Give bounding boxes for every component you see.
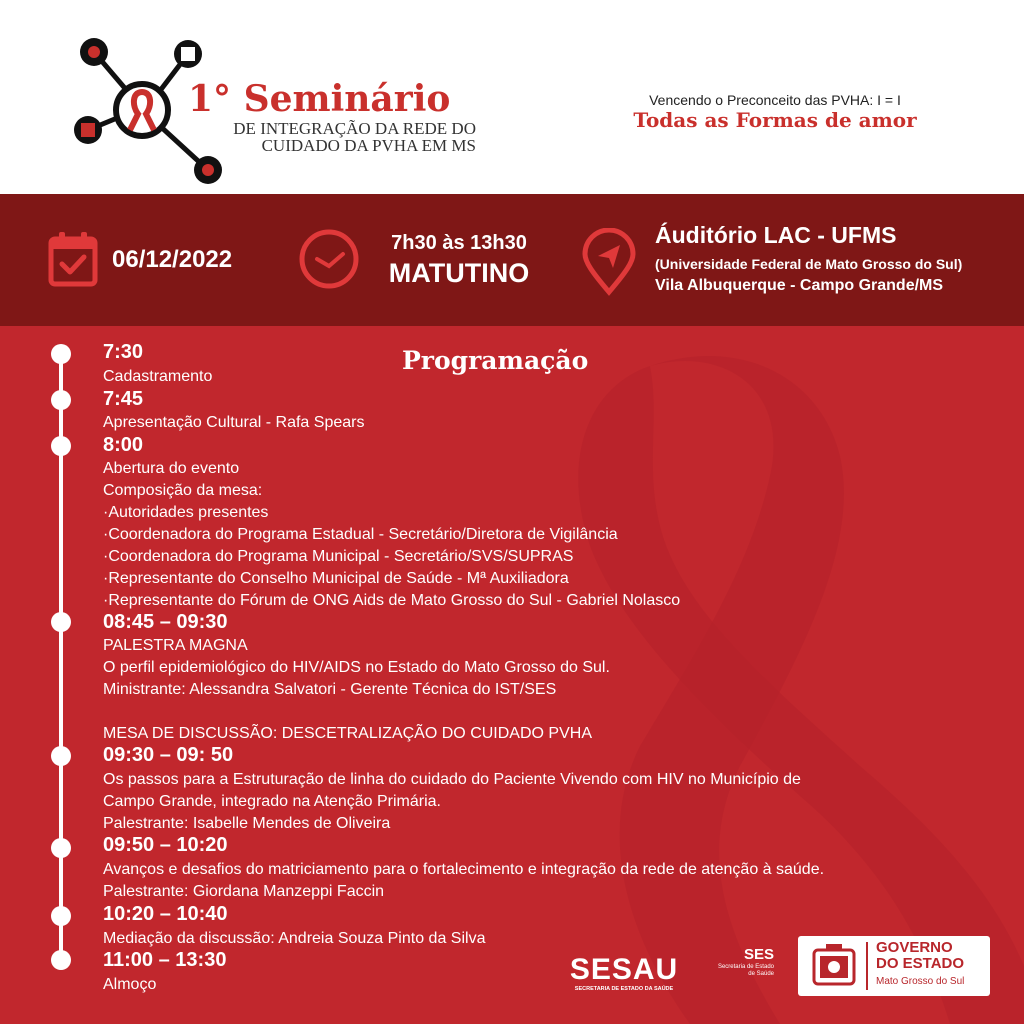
schedule-time: 09:50 – 10:20 (103, 834, 228, 856)
tagline-slogan: Todas as Formas de amor (633, 108, 917, 132)
event-title: 1° Seminário (188, 78, 451, 120)
schedule-time: 8:00 (103, 434, 144, 456)
tagline-top: Vencendo o Preconceito das PVHA: I = I (649, 92, 901, 108)
schedule-item: Cadastramento (103, 368, 213, 385)
event-subtitle-line-1: DE INTEGRAÇÃO DA REDE DO (233, 119, 476, 138)
location-pin-icon (582, 228, 636, 296)
venue-name: Áuditório LAC - UFMS (655, 222, 897, 248)
schedule-item: ·Representante do Conselho Municipal de Saúde - Mª Auxiliadora (103, 570, 569, 587)
timeline-dot (51, 612, 71, 632)
sesau-logo-text: SESAU (569, 953, 679, 986)
schedule-time: 7:45 (103, 388, 144, 410)
schedule-item: MESA DE DISCUSSÃO: DESCETRALIZAÇÃO DO CUIDADO PVHA (103, 725, 592, 742)
schedule-item: Almoço (103, 976, 157, 993)
schedule-item: Campo Grande, integrado na Atenção Primária. (103, 793, 441, 810)
schedule-time: 09:30 – 09: 50 (103, 744, 234, 766)
venue-institution: (Universidade Federal de Mato Grosso do Sul) (655, 256, 963, 272)
schedule-item: Apresentação Cultural - Rafa Spears (103, 414, 365, 431)
timeline-dot (51, 746, 71, 766)
timeline-dot (51, 436, 71, 456)
schedule-item: ·Coordenadora do Programa Municipal - Secretário/SVS/SUPRAS (103, 548, 574, 565)
schedule-item: Palestrante: Giordana Manzeppi Faccin (103, 883, 385, 900)
sesau-logo (566, 955, 682, 993)
government-logo-line-1: GOVERNO (876, 939, 953, 956)
calendar-icon (48, 230, 98, 288)
timeline-dot (51, 906, 71, 926)
sesau-logo-subtext: SECRETARIA DE ESTADO DA SAÚDE (574, 986, 674, 992)
timeline-dot (51, 950, 71, 970)
clock-icon (298, 228, 360, 290)
ses-logo-subtext-1: Secretaria de Estado (717, 964, 774, 970)
timeline-dot (51, 390, 71, 410)
schedule-item: Composição da mesa: (103, 482, 263, 499)
government-logo-line-2: DO ESTADO (876, 955, 965, 972)
schedule-item: ·Coordenadora do Programa Estadual - Secretário/Diretora de Vigilância (103, 526, 618, 543)
event-period: MATUTINO (388, 258, 530, 288)
schedule-item: ·Representante do Fórum de ONG Aids de Mato Grosso do Sul - Gabriel Nolasco (103, 592, 681, 609)
ses-logo-text: SES (743, 946, 774, 963)
state-coat-of-arms-icon (808, 940, 860, 992)
schedule-time: 10:20 – 10:40 (103, 903, 228, 925)
schedule-item: Abertura do evento (103, 460, 240, 477)
government-logo-divider (866, 942, 868, 990)
schedule-time: 7:30 (103, 341, 144, 363)
schedule-item: Mediação da discussão: Andreia Souza Pinto da Silva (103, 930, 486, 947)
schedule-item: Palestrante: Isabelle Mendes de Oliveira (103, 815, 391, 832)
program-title: Programação (402, 346, 589, 375)
schedule-item: Ministrante: Alessandra Salvatori - Gerente Técnica do IST/SES (103, 681, 557, 698)
schedule-item: O perfil epidemiológico do HIV/AIDS no Estado do Mato Grosso do Sul. (103, 659, 610, 676)
venue-address: Vila Albuquerque - Campo Grande/MS (655, 277, 944, 294)
ses-logo (702, 946, 774, 978)
schedule-item: PALESTRA MAGNA (103, 637, 248, 654)
timeline-dot (51, 344, 71, 364)
event-subtitle (200, 120, 476, 154)
schedule-time: 11:00 – 13:30 (103, 949, 227, 971)
ses-logo-subtext-2: de Saúde (748, 971, 774, 977)
schedule-time: 08:45 – 09:30 (103, 611, 228, 633)
government-logo-line-3: Mato Grosso do Sul (876, 976, 965, 987)
schedule-item: Os passos para a Estruturação de linha do cuidado do Paciente Vivendo com HIV no Município de (103, 771, 801, 788)
timeline-dot (51, 838, 71, 858)
event-date: 06/12/2022 (112, 246, 233, 273)
event-subtitle-line-2: CUIDADO DA PVHA EM MS (261, 136, 476, 155)
event-time-range: 7h30 às 13h30 (391, 232, 527, 254)
schedule-item: Avanços e desafios do matriciamento para o fortalecimento e integração da rede de atenção à saúde. (103, 861, 825, 878)
schedule-item: ·Autoridades presentes (103, 504, 269, 521)
